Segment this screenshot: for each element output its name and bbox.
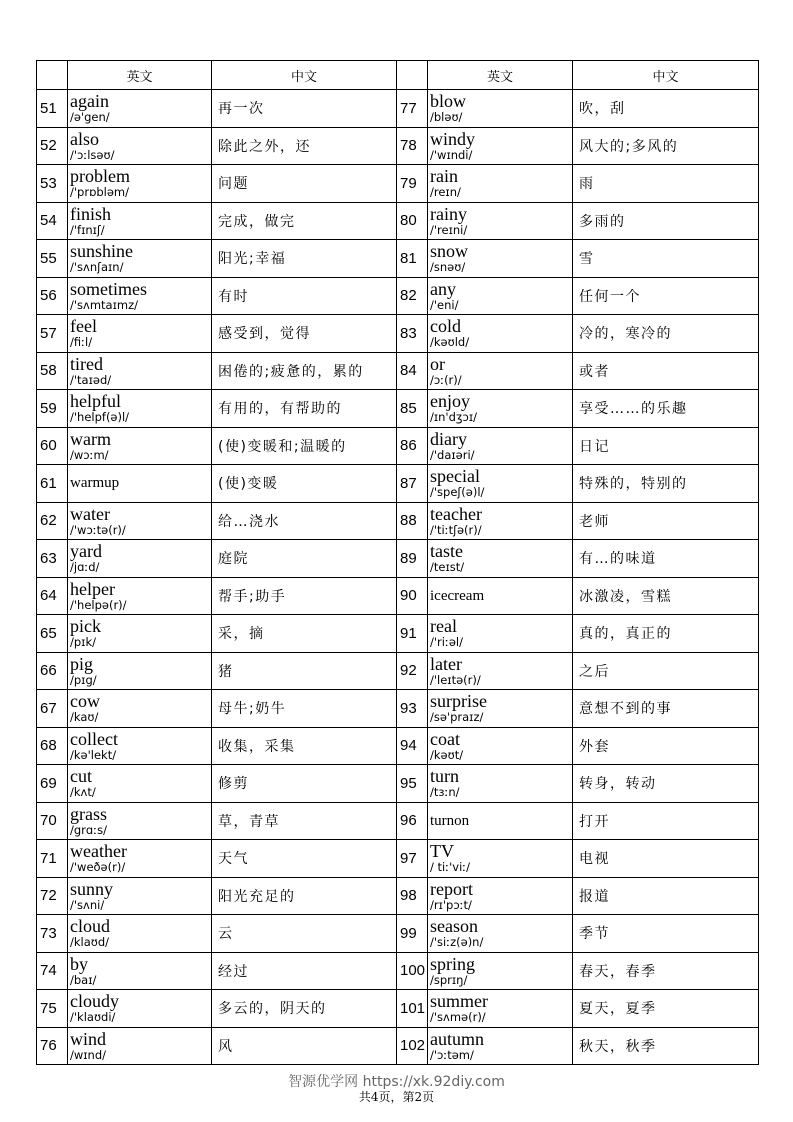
chinese-meaning-right: 享受……的乐趣 (573, 390, 759, 428)
phonetic-transcription: /'taɪəd/ (70, 372, 112, 387)
table-row (37, 240, 759, 278)
entry-number-left: 58 (37, 352, 68, 390)
entry-number-left: 51 (37, 90, 68, 128)
entry-word-cell-right (428, 840, 573, 878)
entry-number-left: 67 (37, 690, 68, 728)
chinese-meaning-right: 转身，转动 (573, 765, 759, 803)
entry-word-cell-right (428, 727, 573, 765)
english-word: windy (430, 128, 475, 149)
phonetic-transcription: /'siːz(ə)n/ (430, 935, 484, 950)
phonetic-transcription: /'helpə(r)/ (70, 597, 127, 612)
entry-word-cell-right (428, 540, 573, 578)
entry-number-right: 78 (397, 127, 428, 165)
entry-word-cell-left (68, 465, 212, 503)
entry-number-left: 53 (37, 165, 68, 203)
entry-number-right: 77 (397, 90, 428, 128)
phonetic-transcription: /sə'praɪz/ (430, 710, 484, 725)
table-row (37, 315, 759, 353)
entry-number-left: 56 (37, 277, 68, 315)
entry-number-right: 99 (397, 915, 428, 953)
phonetic-transcription: /wɔːm/ (70, 447, 109, 462)
entry-word-cell-left (68, 165, 212, 203)
entry-word-cell-right (428, 1027, 573, 1065)
entry-number-right: 79 (397, 165, 428, 203)
entry-number-right: 102 (397, 1027, 428, 1065)
chinese-meaning-right: 报道 (573, 877, 759, 915)
english-word: diary (430, 428, 467, 449)
english-word: wind (70, 1028, 106, 1049)
table-row (37, 577, 759, 615)
entry-word-cell-right (428, 652, 573, 690)
phonetic-transcription: /ɪn'dʒɔɪ/ (430, 410, 478, 425)
english-word: feel (70, 316, 97, 337)
phonetic-transcription: /'helpf(ə)l/ (70, 410, 130, 425)
entry-number-right: 84 (397, 352, 428, 390)
phonetic-transcription: /'riːəl/ (430, 635, 463, 650)
english-word: pick (70, 616, 101, 637)
entry-number-right: 88 (397, 502, 428, 540)
chinese-meaning-right: 冷的，寒冷的 (573, 315, 759, 353)
chinese-meaning-right: 电视 (573, 840, 759, 878)
english-word: cow (70, 691, 100, 712)
chinese-meaning-right: 多雨的 (573, 202, 759, 240)
vocabulary-body (37, 90, 759, 1065)
entry-word-cell-right (428, 352, 573, 390)
entry-word-cell-right (428, 127, 573, 165)
entry-number-left: 62 (37, 502, 68, 540)
table-row (37, 840, 759, 878)
phonetic-transcription: /grɑːs/ (70, 822, 107, 837)
english-word: rain (430, 166, 458, 187)
phonetic-transcription: /baɪ/ (70, 972, 97, 987)
table-row (37, 952, 759, 990)
chinese-meaning-left: 经过 (212, 952, 397, 990)
chinese-meaning-right: 秋天，秋季 (573, 1027, 759, 1065)
phonetic-transcription: /kʌt/ (70, 785, 96, 800)
entry-word-cell-right (428, 390, 573, 428)
phonetic-transcription: /'sʌmtaɪmz/ (70, 297, 138, 312)
chinese-meaning-left: 庭院 (212, 540, 397, 578)
entry-number-left: 69 (37, 765, 68, 803)
entry-number-left: 52 (37, 127, 68, 165)
entry-word-cell-left (68, 727, 212, 765)
english-word: cloud (70, 916, 110, 937)
entry-number-left: 63 (37, 540, 68, 578)
english-word: blow (430, 91, 466, 112)
chinese-meaning-right: 打开 (573, 802, 759, 840)
table-row (37, 165, 759, 203)
header-chinese-right: 中文 (573, 61, 759, 90)
entry-number-right: 98 (397, 877, 428, 915)
chinese-meaning-left: 感受到，觉得 (212, 315, 397, 353)
phonetic-transcription: /klaʊd/ (70, 935, 110, 950)
entry-number-right: 92 (397, 652, 428, 690)
phonetic-transcription: /kaʊ/ (70, 710, 99, 725)
chinese-meaning-left: 天气 (212, 840, 397, 878)
phonetic-transcription: /'sʌni/ (70, 897, 105, 912)
entry-word-cell-left (68, 690, 212, 728)
english-word: teacher (430, 503, 482, 524)
phonetic-transcription: /'sʌnʃaɪn/ (70, 260, 124, 275)
entry-number-right: 87 (397, 465, 428, 503)
entry-number-left: 54 (37, 202, 68, 240)
header-english-right: 英文 (428, 61, 573, 90)
entry-number-right: 97 (397, 840, 428, 878)
entry-number-right: 89 (397, 540, 428, 578)
phonetic-transcription: /'eni/ (430, 297, 459, 312)
chinese-meaning-left: 收集，采集 (212, 727, 397, 765)
english-word: enjoy (430, 391, 470, 412)
header-chinese-left: 中文 (212, 61, 397, 90)
entry-word-cell-left (68, 277, 212, 315)
english-word: icecream (430, 587, 485, 604)
entry-word-cell-right (428, 802, 573, 840)
entry-word-cell-left (68, 915, 212, 953)
english-word: helpful (70, 391, 121, 412)
table-row (37, 615, 759, 653)
entry-word-cell-left (68, 802, 212, 840)
entry-word-cell-left (68, 502, 212, 540)
chinese-meaning-left: (使)变暖和;温暖的 (212, 427, 397, 465)
phonetic-transcription: /sprɪŋ/ (430, 972, 468, 987)
header-english-left: 英文 (68, 61, 212, 90)
header-row (37, 61, 759, 90)
phonetic-transcription: /'klaʊdi/ (70, 1010, 116, 1025)
table-row (37, 690, 759, 728)
phonetic-transcription: /kə'lekt/ (70, 747, 117, 762)
entry-number-right: 86 (397, 427, 428, 465)
entry-word-cell-right (428, 502, 573, 540)
chinese-meaning-right: 季节 (573, 915, 759, 953)
phonetic-transcription: /'wɪndi/ (430, 147, 473, 162)
phonetic-transcription: /'reɪni/ (430, 222, 468, 237)
chinese-meaning-left: 帮手;助手 (212, 577, 397, 615)
table-row (37, 540, 759, 578)
chinese-meaning-right: 风大的;多风的 (573, 127, 759, 165)
chinese-meaning-right: 吹，刮 (573, 90, 759, 128)
english-word: turnon (430, 812, 470, 829)
entry-word-cell-right (428, 315, 573, 353)
phonetic-transcription: /'wɔːtə(r)/ (70, 522, 126, 537)
english-word: yard (70, 541, 102, 562)
phonetic-transcription: /'daɪəri/ (430, 447, 475, 462)
chinese-meaning-right: 日记 (573, 427, 759, 465)
english-word: spring (430, 953, 475, 974)
entry-word-cell-left (68, 390, 212, 428)
english-word: helper (70, 578, 115, 599)
chinese-meaning-left: 修剪 (212, 765, 397, 803)
entry-word-cell-right (428, 577, 573, 615)
footer-website: 智源优学网 https://xk.92diy.com (288, 1074, 505, 1090)
chinese-meaning-left: 除此之外，还 (212, 127, 397, 165)
entry-word-cell-right (428, 277, 573, 315)
entry-number-left: 61 (37, 465, 68, 503)
entry-word-cell-right (428, 690, 573, 728)
entry-word-cell-left (68, 315, 212, 353)
entry-word-cell-left (68, 765, 212, 803)
phonetic-transcription: /wɪnd/ (70, 1047, 107, 1062)
chinese-meaning-right: 老师 (573, 502, 759, 540)
english-word: any (430, 278, 456, 299)
entry-word-cell-right (428, 990, 573, 1028)
vocabulary-table (36, 60, 759, 1065)
entry-number-left: 71 (37, 840, 68, 878)
table-row (37, 277, 759, 315)
english-word: report (430, 878, 473, 899)
chinese-meaning-left: 草，青草 (212, 802, 397, 840)
entry-word-cell-right (428, 877, 573, 915)
entry-word-cell-right (428, 427, 573, 465)
entry-number-right: 96 (397, 802, 428, 840)
english-word: autumn (430, 1028, 484, 1049)
phonetic-transcription: /kəʊt/ (430, 747, 464, 762)
entry-word-cell-right (428, 465, 573, 503)
entry-word-cell-left (68, 952, 212, 990)
phonetic-transcription: /rɪ'pɔːt/ (430, 897, 472, 912)
entry-number-right: 81 (397, 240, 428, 278)
entry-word-cell-left (68, 240, 212, 278)
english-word: also (70, 128, 99, 149)
table-row (37, 765, 759, 803)
entry-word-cell-right (428, 240, 573, 278)
phonetic-transcription: /snəʊ/ (430, 260, 466, 275)
chinese-meaning-right: 意想不到的事 (573, 690, 759, 728)
phonetic-transcription: /ə'gen/ (70, 110, 110, 125)
entry-number-left: 74 (37, 952, 68, 990)
entry-number-left: 64 (37, 577, 68, 615)
chinese-meaning-left: 有用的，有帮助的 (212, 390, 397, 428)
english-word: weather (70, 841, 127, 862)
english-word: TV (430, 841, 454, 862)
english-word: special (430, 466, 480, 487)
entry-number-left: 59 (37, 390, 68, 428)
table-row (37, 877, 759, 915)
chinese-meaning-left: 采，摘 (212, 615, 397, 653)
chinese-meaning-left: 阳光充足的 (212, 877, 397, 915)
chinese-meaning-left: 风 (212, 1027, 397, 1065)
phonetic-transcription: /fiːl/ (70, 335, 93, 350)
footer-page-number: 共4页，第2页 (358, 1090, 435, 1104)
entry-word-cell-left (68, 990, 212, 1028)
chinese-meaning-right: 春天，春季 (573, 952, 759, 990)
entry-number-left: 65 (37, 615, 68, 653)
english-word: cut (70, 766, 92, 787)
phonetic-transcription: /kəʊld/ (430, 335, 470, 350)
entry-number-right: 83 (397, 315, 428, 353)
english-word: real (430, 616, 457, 637)
table-row (37, 427, 759, 465)
chinese-meaning-left: 猪 (212, 652, 397, 690)
entry-word-cell-left (68, 90, 212, 128)
english-word: again (70, 91, 109, 112)
chinese-meaning-right: 雨 (573, 165, 759, 203)
phonetic-transcription: /jɑːd/ (70, 560, 100, 575)
chinese-meaning-right: 夏天，夏季 (573, 990, 759, 1028)
chinese-meaning-right: 特殊的，特别的 (573, 465, 759, 503)
entry-number-right: 101 (397, 990, 428, 1028)
phonetic-transcription: /'speʃ(ə)l/ (430, 485, 485, 500)
chinese-meaning-left: 云 (212, 915, 397, 953)
table-row (37, 202, 759, 240)
entry-number-left: 70 (37, 802, 68, 840)
english-word: cold (430, 316, 461, 337)
entry-number-left: 72 (37, 877, 68, 915)
entry-word-cell-right (428, 90, 573, 128)
table-row (37, 90, 759, 128)
chinese-meaning-right: 任何一个 (573, 277, 759, 315)
entry-word-cell-left (68, 1027, 212, 1065)
table-row (37, 390, 759, 428)
phonetic-transcription: /'prɒbləm/ (70, 185, 130, 200)
phonetic-transcription: /'ɔːtəm/ (430, 1047, 474, 1062)
chinese-meaning-left: 母牛;奶牛 (212, 690, 397, 728)
entry-number-right: 85 (397, 390, 428, 428)
english-word: warmup (70, 475, 120, 492)
english-word: problem (70, 166, 130, 187)
chinese-meaning-right: 有…的味道 (573, 540, 759, 578)
chinese-meaning-right: 真的，真正的 (573, 615, 759, 653)
entry-word-cell-left (68, 352, 212, 390)
entry-number-left: 73 (37, 915, 68, 953)
phonetic-transcription: /reɪn/ (430, 185, 461, 200)
entry-number-right: 90 (397, 577, 428, 615)
entry-word-cell-left (68, 127, 212, 165)
english-word: water (70, 503, 110, 524)
chinese-meaning-left: 问题 (212, 165, 397, 203)
entry-number-right: 100 (397, 952, 428, 990)
phonetic-transcription: /'weðə(r)/ (70, 860, 126, 875)
entry-word-cell-left (68, 615, 212, 653)
english-word: rainy (430, 203, 467, 224)
phonetic-transcription: /teɪst/ (430, 560, 465, 575)
entry-word-cell-right (428, 915, 573, 953)
table-row (37, 802, 759, 840)
entry-word-cell-left (68, 577, 212, 615)
entry-word-cell-right (428, 202, 573, 240)
entry-number-left: 55 (37, 240, 68, 278)
table-row (37, 915, 759, 953)
phonetic-transcription: /pɪk/ (70, 635, 96, 650)
entry-word-cell-left (68, 540, 212, 578)
entry-word-cell-left (68, 877, 212, 915)
entry-word-cell-right (428, 615, 573, 653)
entry-word-cell-right (428, 952, 573, 990)
entry-number-right: 93 (397, 690, 428, 728)
english-word: coat (430, 728, 460, 749)
entry-number-left: 75 (37, 990, 68, 1028)
chinese-meaning-left: 阳光;幸福 (212, 240, 397, 278)
chinese-meaning-left: 完成，做完 (212, 202, 397, 240)
entry-number-left: 57 (37, 315, 68, 353)
header-number-right (397, 61, 428, 90)
english-word: collect (70, 728, 118, 749)
phonetic-transcription: /'sʌmə(r)/ (430, 1010, 486, 1025)
phonetic-transcription: /'leɪtə(r)/ (430, 672, 481, 687)
phonetic-transcription: /'fɪnɪʃ/ (70, 222, 105, 237)
entry-number-left: 60 (37, 427, 68, 465)
entry-number-left: 68 (37, 727, 68, 765)
table-row (37, 990, 759, 1028)
phonetic-transcription: /bləʊ/ (430, 110, 463, 125)
chinese-meaning-left: 多云的，阴天的 (212, 990, 397, 1028)
entry-number-left: 76 (37, 1027, 68, 1065)
entry-word-cell-left (68, 652, 212, 690)
phonetic-transcription: /ɔː(r)/ (430, 372, 462, 387)
chinese-meaning-left: 再一次 (212, 90, 397, 128)
phonetic-transcription: /'ɔːlsəʊ/ (70, 147, 115, 162)
english-word: cloudy (70, 991, 119, 1012)
english-word: snow (430, 241, 469, 262)
english-word: grass (70, 803, 107, 824)
chinese-meaning-left: (使)变暖 (212, 465, 397, 503)
english-word: warm (70, 428, 111, 449)
table-row (37, 502, 759, 540)
english-word: sometimes (70, 278, 147, 299)
english-word: turn (430, 766, 459, 787)
entry-number-right: 95 (397, 765, 428, 803)
chinese-meaning-right: 外套 (573, 727, 759, 765)
entry-word-cell-left (68, 202, 212, 240)
english-word: tired (70, 353, 103, 374)
english-word: sunshine (70, 241, 133, 262)
chinese-meaning-left: 有时 (212, 277, 397, 315)
english-word: surprise (430, 691, 487, 712)
english-word: summer (430, 991, 488, 1012)
english-word: later (430, 653, 462, 674)
entry-number-right: 91 (397, 615, 428, 653)
entry-word-cell-right (428, 765, 573, 803)
english-word: sunny (70, 878, 114, 899)
entry-number-right: 80 (397, 202, 428, 240)
english-word: or (430, 353, 445, 374)
phonetic-transcription: /'tiːtʃə(r)/ (430, 522, 482, 537)
table-row (37, 652, 759, 690)
entry-number-right: 82 (397, 277, 428, 315)
english-word: taste (430, 541, 463, 562)
phonetic-transcription: /pɪg/ (70, 672, 97, 687)
entry-word-cell-left (68, 427, 212, 465)
phonetic-transcription: /tɜːn/ (430, 785, 460, 800)
chinese-meaning-left: 给…浇水 (212, 502, 397, 540)
table-row (37, 127, 759, 165)
table-row (37, 727, 759, 765)
chinese-meaning-right: 或者 (573, 352, 759, 390)
chinese-meaning-right: 之后 (573, 652, 759, 690)
table-row (37, 1027, 759, 1065)
phonetic-transcription: / tiː'viː/ (430, 860, 471, 875)
entry-word-cell-right (428, 165, 573, 203)
entry-word-cell-left (68, 840, 212, 878)
chinese-meaning-right: 雪 (573, 240, 759, 278)
entry-number-left: 66 (37, 652, 68, 690)
english-word: by (70, 953, 88, 974)
entry-number-right: 94 (397, 727, 428, 765)
chinese-meaning-left: 困倦的;疲惫的，累的 (212, 352, 397, 390)
english-word: season (430, 916, 478, 937)
table-row (37, 352, 759, 390)
header-number-left (37, 61, 68, 90)
english-word: pig (70, 653, 94, 674)
english-word: finish (70, 203, 112, 224)
table-row (37, 465, 759, 503)
chinese-meaning-right: 冰激凌，雪糕 (573, 577, 759, 615)
